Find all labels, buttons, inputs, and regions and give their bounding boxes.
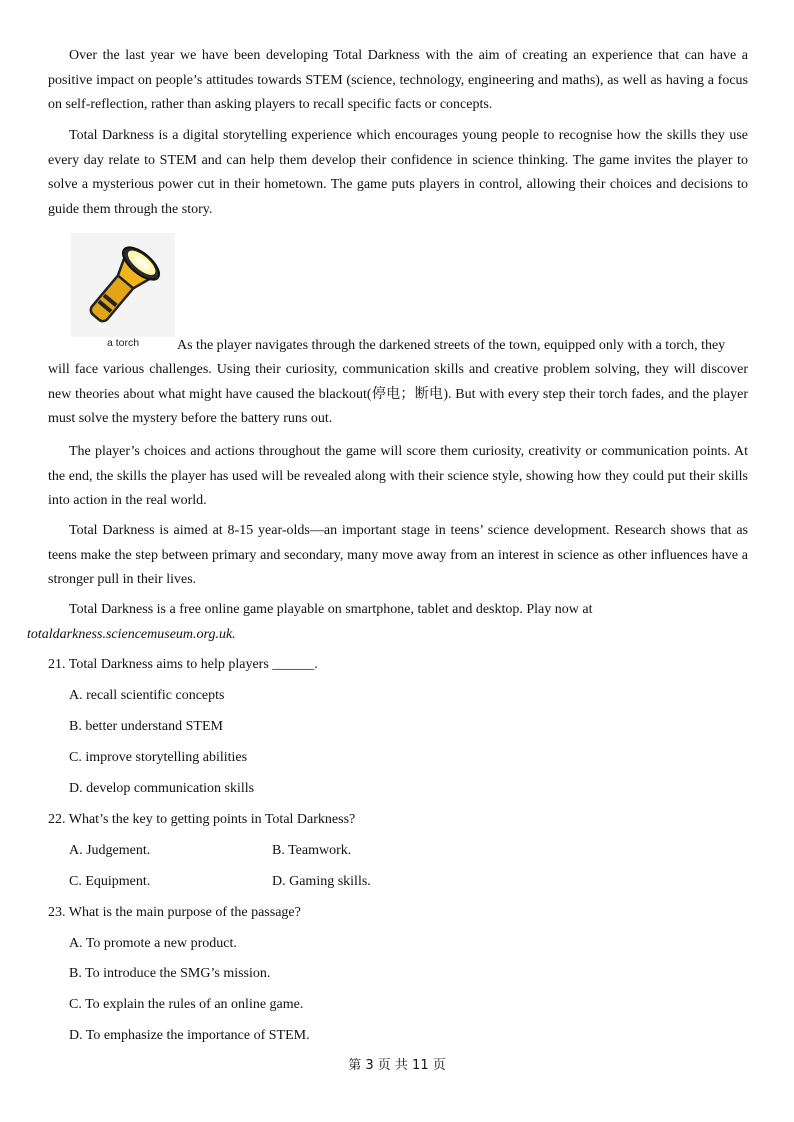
torch-caption: a torch bbox=[106, 337, 140, 349]
paragraph-3-rest: will face various challenges. Using their curiosity, communication skills and creative problem solving, they will discover new theories about what might have caused the blackout(停电；断电). But with every step their torch fades, and the player must solve the mystery before the battery runs out. bbox=[48, 362, 748, 426]
question-23: 23. What is the main purpose of the passage? bbox=[48, 905, 301, 920]
q23-option-d: D. To emphasize the importance of STEM. bbox=[69, 1028, 310, 1043]
q21-option-c: C. improve storytelling abilities bbox=[69, 750, 248, 765]
q22-option-d: D. Gaming skills. bbox=[272, 874, 371, 889]
paragraph-6 bbox=[27, 598, 748, 647]
page-footer: 第 3 页 共 11 页 bbox=[348, 1058, 446, 1073]
torch-figure bbox=[71, 233, 175, 351]
question-21: 21. Total Darkness aims to help players ______. bbox=[48, 657, 318, 672]
paragraph-2: Total Darkness is a digital storytelling experience which encourages young people to recognise how the skills they use every day relate to STEM and can help them develop their confidence in science thinking. The game invites the player to solve a mysterious power cut in their hometown. The game puts players in control, allowing their choices and decisions to guide them through the story. bbox=[48, 128, 748, 217]
game-url: totaldarkness.sciencemuseum.org.uk. bbox=[27, 626, 236, 642]
q23-option-a: A. To promote a new product. bbox=[69, 936, 237, 951]
torch-icon bbox=[71, 233, 175, 337]
paragraph-4: The player’s choices and actions throughout the game will score them curiosity, creativity or communication points. At the end, the skills the player has used will be revealed along with their science style, showing how they could put their skills into action in the real world. bbox=[48, 444, 748, 508]
q23-option-b: B. To introduce the SMG’s mission. bbox=[69, 966, 271, 981]
q22-option-c: C. Equipment. bbox=[69, 874, 151, 889]
q21-option-d: D. develop communication skills bbox=[69, 781, 255, 796]
q21-option-b: B. better understand STEM bbox=[69, 719, 223, 734]
paragraph-1: Over the last year we have been developing Total Darkness with the aim of creating an experience that can have a positive impact on people’s attitudes towards STEM (science, technology, engineering and maths), as well as having a focus on self-reflection, rather than asking players to recall specific facts or concepts. bbox=[48, 48, 748, 112]
q22-option-a: A. Judgement. bbox=[69, 843, 151, 858]
q22-option-b: B. Teamwork. bbox=[272, 843, 352, 858]
paragraph-5: Total Darkness is aimed at 8-15 year-olds—an important stage in teens’ science development. Research shows that as teens make the step between primary and secondary, many move away from an interest in science as other influences have a stronger pull in their lives. bbox=[48, 523, 748, 587]
q23-option-c: C. To explain the rules of an online game. bbox=[69, 997, 304, 1012]
paragraph-6-text: Total Darkness is a free online game playable on smartphone, tablet and desktop. Play now at bbox=[69, 602, 593, 617]
question-22: 22. What’s the key to getting points in Total Darkness? bbox=[48, 812, 356, 827]
paragraph-3-first-line: As the player navigates through the darkened streets of the town, equipped only with a torch, they bbox=[177, 338, 726, 353]
q21-option-a: A. recall scientific concepts bbox=[69, 688, 225, 703]
